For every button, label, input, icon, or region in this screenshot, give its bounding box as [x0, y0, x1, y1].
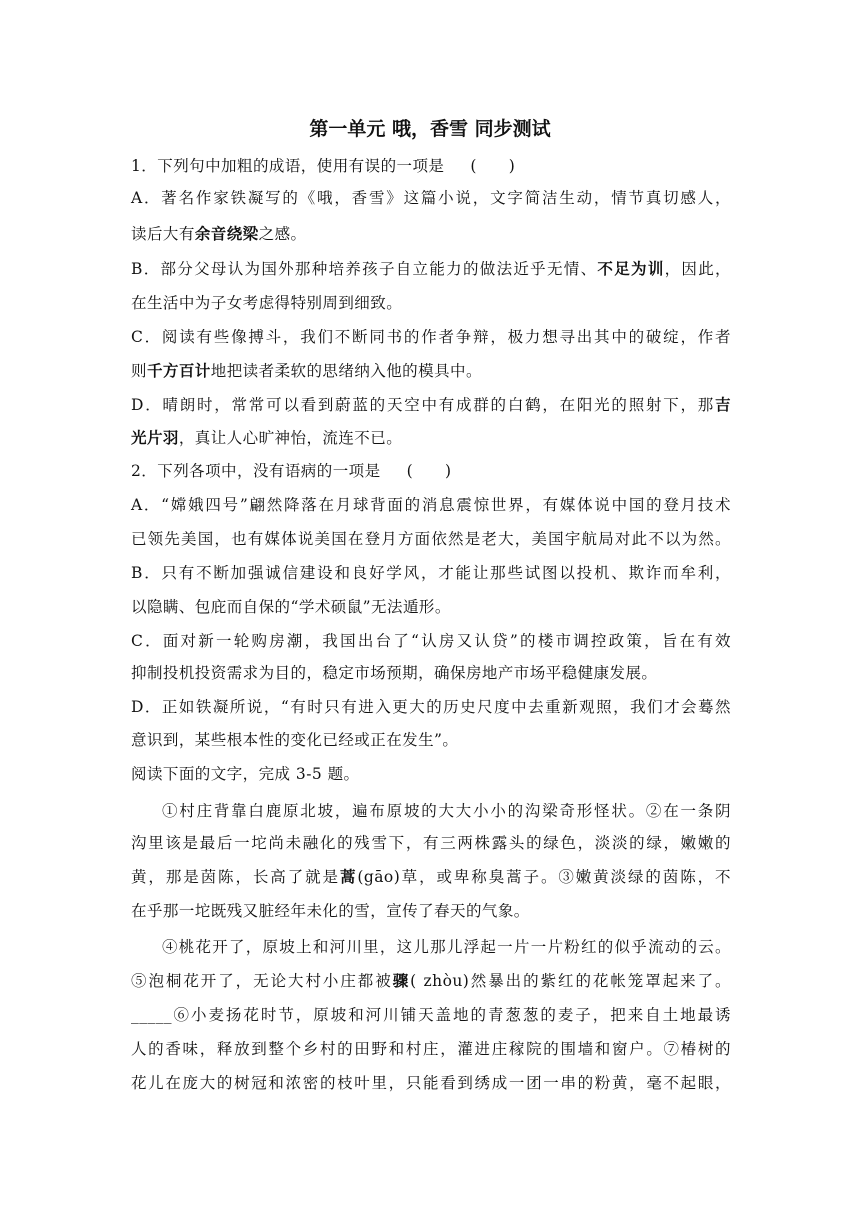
bold-idiom: 吉 — [715, 396, 731, 414]
passage-p1-line2: 沟里该是最后一坨尚未融化的残雪下，有三两株露头的绿色，淡淡的绿，嫩嫩的 — [131, 834, 731, 852]
q1-option-d-line1 — [131, 394, 731, 416]
q1-option-c-line2 — [131, 360, 731, 382]
passage-p2-line3: _____⑥小麦扬花时节，原坡和河川铺天盖地的青葱葱的麦子，把来自土地最诱 — [131, 1006, 731, 1024]
passage-p2-line1: ④桃花开了，原坡上和河川里，这儿那儿浮起一片一片粉红的似乎流动的云。 — [162, 938, 731, 956]
q1-option-b-line2: 在生活中为子女考虑得特别周到细致。 — [131, 294, 403, 312]
text-run: B．部分父母认为国外那种培养孩子自立能力的做法近乎无情、 — [131, 260, 598, 278]
q2-option-c-line1: C．面对新一轮购房潮，我国出台了“认房又认贷”的楼市调控政策，旨在有效 — [131, 632, 731, 650]
bold-idiom: 不足为训 — [597, 260, 665, 278]
q1-option-b-line1 — [131, 258, 731, 280]
q2-option-d-line2: 意识到，某些根本性的变化已经或正在发生”。 — [131, 731, 459, 749]
text-run: 地把读者柔软的思绪纳入他的模具中。 — [210, 362, 482, 380]
q2-option-a-line2: 已领先美国，也有媒体说美国在登月方面依然是老大，美国宇航局对此不以为然。 — [131, 530, 731, 548]
passage-p1-line4: 在乎那一坨既残又脏经年未化的雪，宣传了春天的气象。 — [131, 902, 530, 920]
text-run: 黄，那是茵陈，长高了就是 — [131, 868, 340, 886]
bold-idiom: 光片羽 — [131, 429, 179, 447]
q2-option-c-line2: 抑制投机投资需求为目的，稳定市场预期，确保房地产市场平稳健康发展。 — [131, 664, 658, 682]
bold-char: 骤 — [392, 972, 411, 990]
text-run: ( zhòu)然暴出的紫红的花帐笼罩起来了。 — [410, 972, 731, 990]
text-run: ，因此， — [664, 260, 731, 278]
q2-option-d-line1: D．正如铁凝所说，“有时只有进入更大的历史尺度中去重新观照，我们才会蓦然 — [131, 698, 731, 716]
passage-p1-line1: ①村庄背靠白鹿原北坡，遍布原坡的大大小小的沟梁奇形怪状。②在一条阴 — [162, 802, 731, 820]
q2-option-b-line2: 以隐瞒、包庇而自保的“学术硕鼠”无法遁形。 — [131, 598, 451, 616]
q1-option-d-line2 — [131, 427, 731, 449]
passage-p1-line3 — [131, 866, 731, 888]
question-1-text: 1．下列句中加粗的成语，使用有误的一项是 — [131, 157, 445, 175]
answer-blank: ( ) — [470, 157, 516, 175]
text-run: 则 — [131, 362, 147, 380]
bold-idiom: 余音绕梁 — [194, 225, 259, 243]
q2-option-a-line1: A．“嫦娥四号”翩然降落在月球背面的消息震惊世界，有媒体说中国的登月技术 — [131, 496, 731, 514]
page-title: 第一单元 哦，香雪 同步测试 — [309, 118, 551, 140]
reading-intro: 阅读下面的文字，完成 3-5 题。 — [131, 765, 360, 783]
q1-option-a-line1: A．著名作家铁凝写的《哦，香雪》这篇小说，文字简洁生动，情节真切感人， — [131, 189, 731, 207]
text-run: ，真让人心旷神怡，流连不已。 — [178, 429, 403, 447]
text-run: D．晴朗时，常常可以看到蔚蓝的天空中有成群的白鹤，在阳光的照射下，那 — [131, 396, 716, 414]
q1-option-a-line2 — [131, 223, 731, 245]
text-run: 读后大有 — [131, 225, 195, 243]
text-run: 之感。 — [258, 225, 307, 243]
text-run: (gāo)草，或卑称臭蒿子。③嫩黄淡绿的茵陈，不 — [357, 868, 732, 886]
passage-p2-line4: 人的香味，释放到整个乡村的田野和村庄，灌进庄稼院的围墙和窗户。⑦椿树的 — [131, 1040, 731, 1058]
passage-p2-line5: 花儿在庞大的树冠和浓密的枝叶里，只能看到绣成一团一串的粉黄，毫不起眼， — [131, 1074, 731, 1092]
answer-blank: ( ) — [406, 462, 452, 480]
question-2-text: 2．下列各项中，没有语病的一项是 — [131, 462, 381, 480]
bold-char: 蒿 — [339, 868, 358, 886]
q2-option-b-line1: B．只有不断加强诚信建设和良好学风，才能让那些试图以投机、欺诈而牟利， — [131, 564, 731, 582]
bold-idiom: 千方百计 — [146, 362, 211, 380]
q1-option-c-line1: C．阅读有些像搏斗，我们不断同书的作者争辩，极力想寻出其中的破绽，作者 — [131, 328, 731, 346]
text-run: ⑤泡桐花开了，无论大村小庄都被 — [131, 972, 393, 990]
passage-p2-line2 — [131, 970, 731, 992]
question-1-stem — [131, 155, 731, 177]
question-2-stem — [131, 460, 731, 482]
